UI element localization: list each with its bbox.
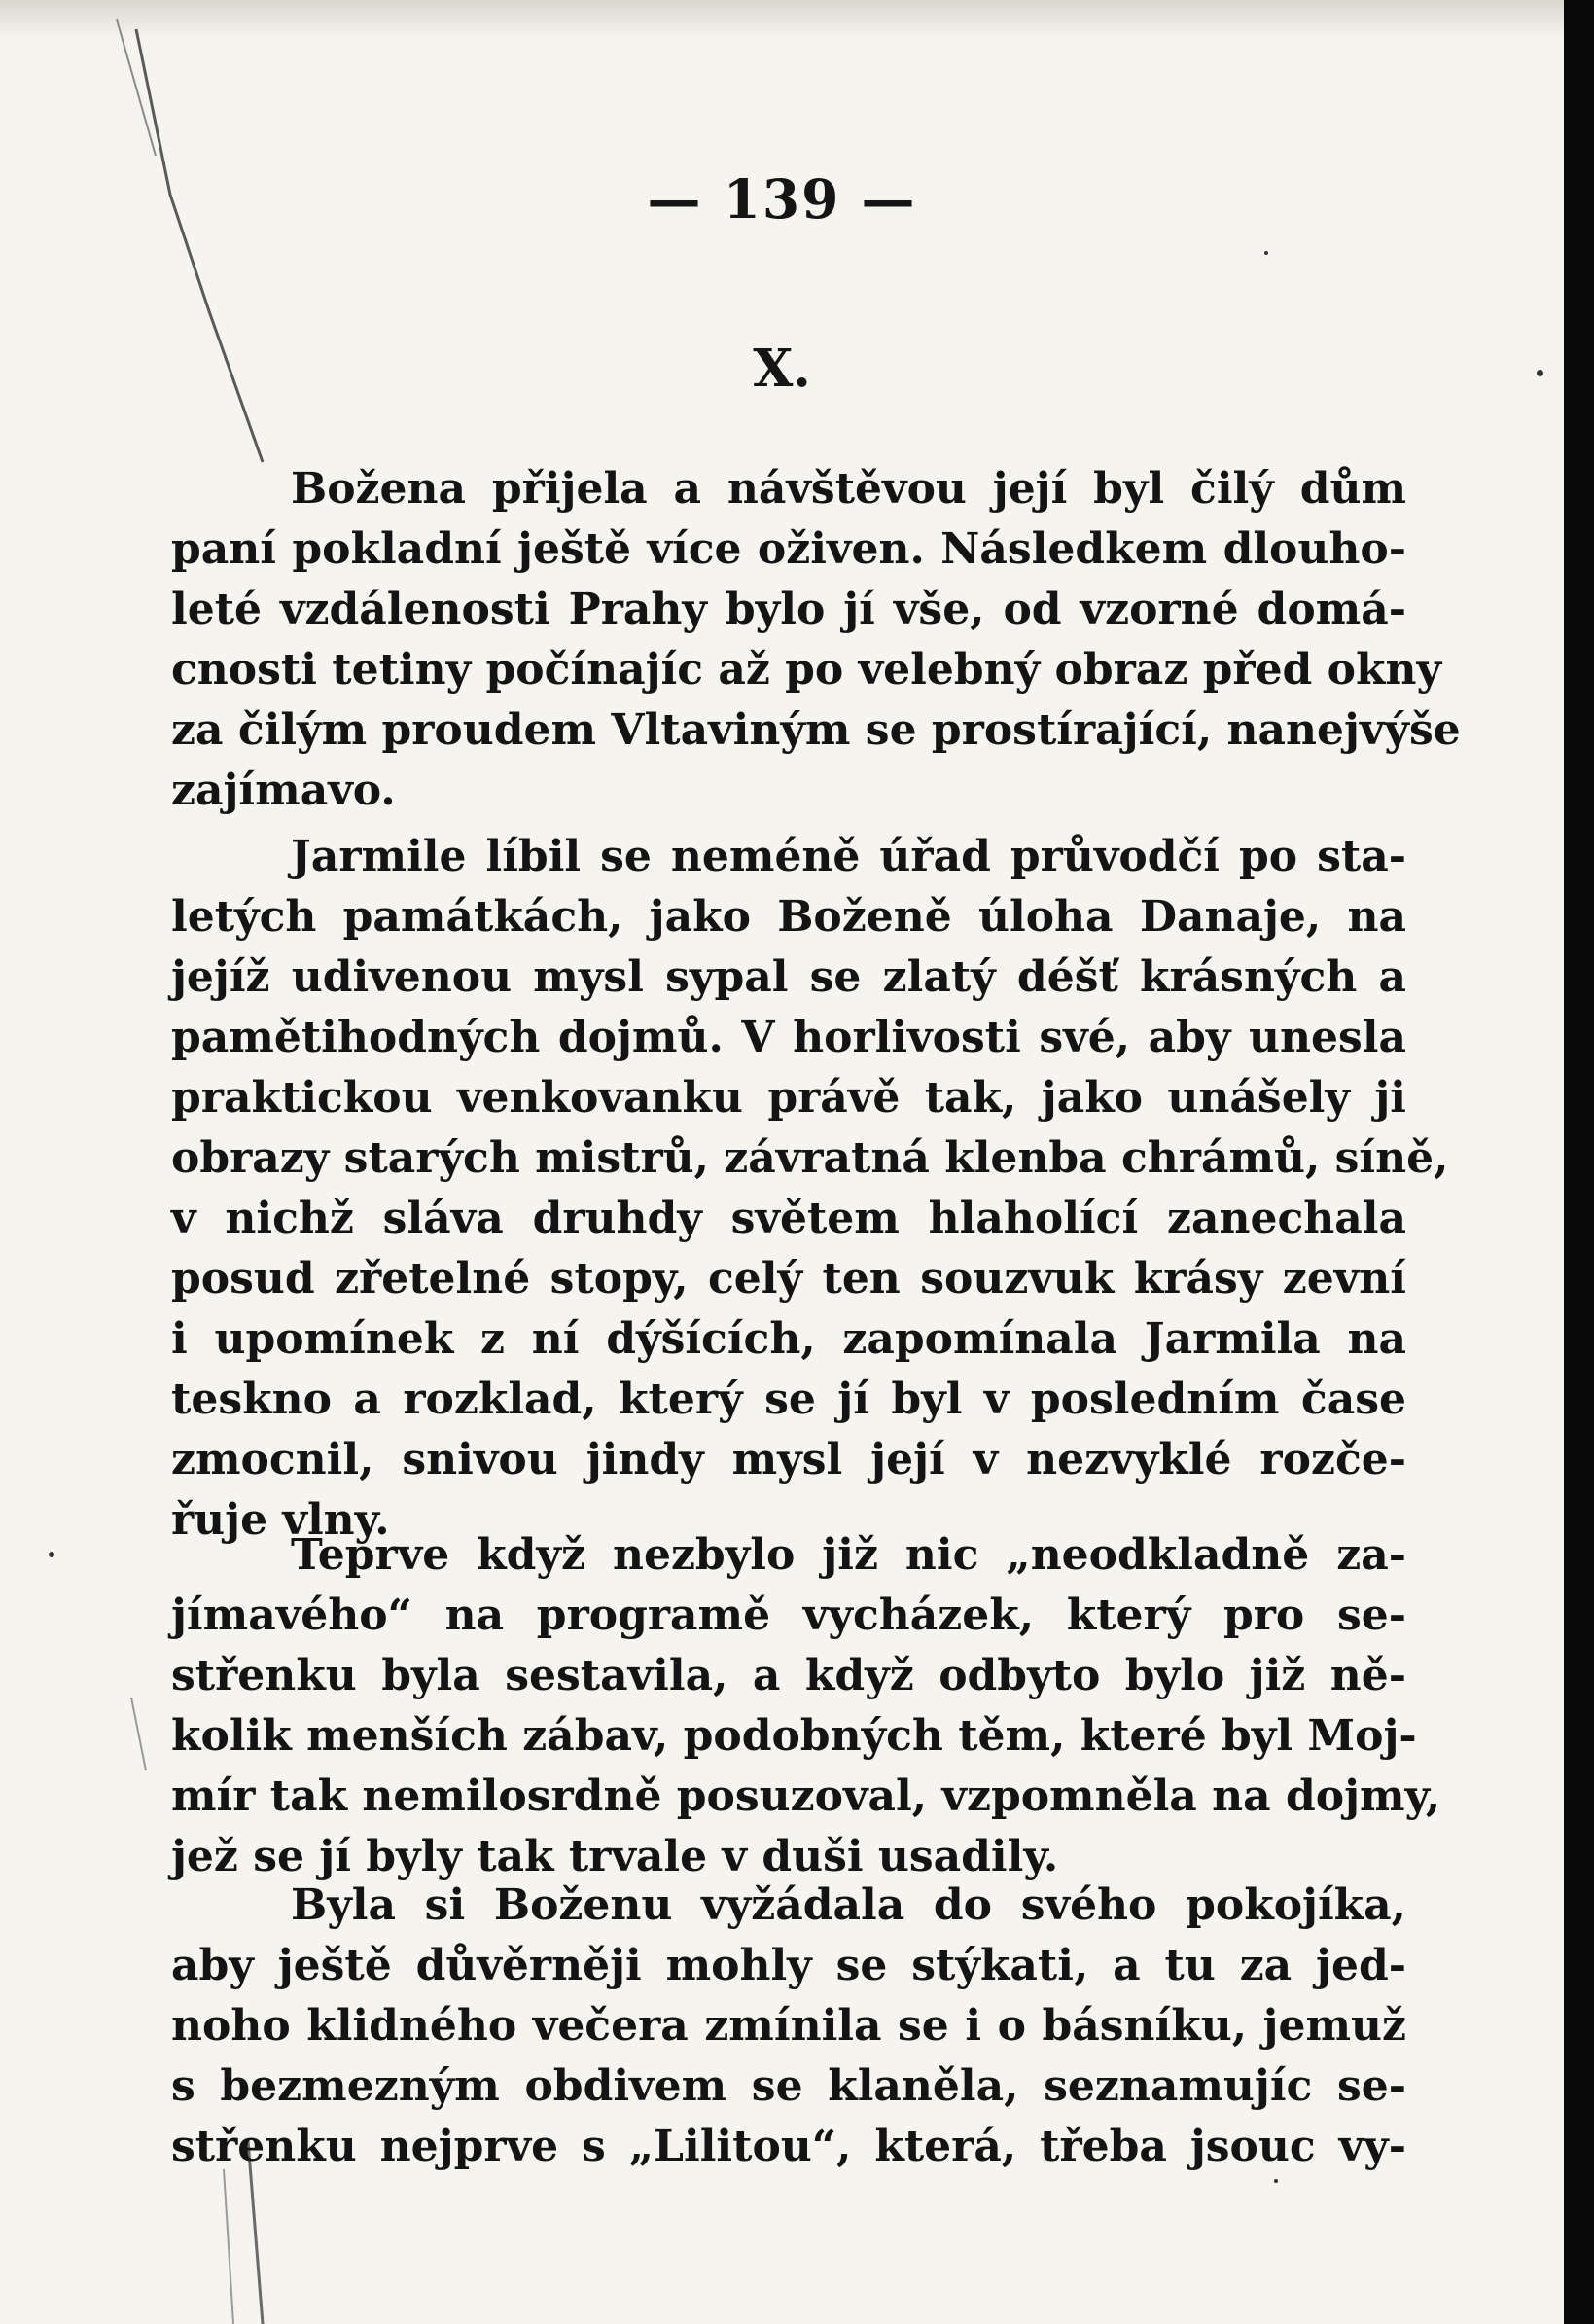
scan-speck xyxy=(1264,251,1268,255)
text-line: zmocnil, snivou jindy mysl její v nezvyklé rozče- xyxy=(171,1435,1406,1484)
text-line: s bezmezným obdivem se klaněla, seznamujíc se- xyxy=(171,2061,1406,2111)
text-line: jímavého“ na programě vycházek, který pro se- xyxy=(171,1591,1406,1640)
text-line: zajímavo. xyxy=(171,766,396,815)
text-line: aby ještě důvěrněji mohly se stýkati, a tu za jed- xyxy=(171,1941,1406,1990)
text-line: teskno a rozklad, který se jí byl v posledním čase xyxy=(171,1375,1406,1424)
text-line: střenku nejprve s „Lilitou“, která, třeba jsouc vy- xyxy=(171,2122,1406,2171)
scan-border xyxy=(1564,0,1594,2324)
paragraph-1 xyxy=(171,459,1461,821)
text-line: leté vzdálenosti Prahy bylo jí vše, od vzorné domá- xyxy=(171,585,1406,634)
text-line: v nichž sláva druhdy světem hlaholící zanechala xyxy=(171,1194,1406,1243)
paragraph-3 xyxy=(171,1525,1441,1887)
text-line: posud zřetelné stopy, celý ten souzvuk krásy zevní xyxy=(171,1254,1406,1304)
text-line: řuje vlny. xyxy=(171,1495,390,1545)
text-line: paní pokladní ještě více oživen. Následkem dlouho- xyxy=(171,524,1406,574)
text-line: praktickou venkovanku právě tak, jako unášely ji xyxy=(171,1073,1406,1123)
page-number: — 139 — xyxy=(647,167,917,231)
text-line: za čilým proudem Vltaviným se prostírající, nanejvýše xyxy=(171,705,1461,755)
text-line: Jarmile líbil se neméně úřad průvodčí po sta- xyxy=(291,832,1406,881)
paragraph-2 xyxy=(171,827,1449,1551)
text-line: Teprve když nezbylo již nic „neodkladně za- xyxy=(291,1530,1406,1580)
text-line: Božena přijela a návštěvou její byl čilý dům xyxy=(291,464,1406,514)
text-line: letých památkách, jako Boženě úloha Danaje, na xyxy=(171,892,1406,942)
text-line: jež se jí byly tak trvale v duši usadily. xyxy=(171,1832,1059,1881)
scan-speck xyxy=(1274,2179,1278,2183)
scan-speck xyxy=(1537,370,1543,376)
text-line: kolik menších zábav, podobných těm, které byl Moj- xyxy=(171,1711,1417,1761)
chapter-heading: X. xyxy=(753,339,811,399)
text-line: obrazy starých mistrů, závratná klenba chrámů, síně, xyxy=(171,1133,1449,1183)
text-line: jejíž udivenou mysl sypal se zlatý déšť krásných a xyxy=(171,952,1406,1002)
text-line: cnosti tetiny počínajíc až po velebný obraz před okny xyxy=(171,645,1442,695)
text-line: noho klidného večera zmínila se i o básníku, jemuž xyxy=(171,2001,1406,2051)
text-line: pamětihodných dojmů. V horlivosti své, aby unesla xyxy=(171,1013,1406,1062)
paragraph-4 xyxy=(171,1876,1406,2177)
text-line: střenku byla sestavila, a když odbyto bylo již ně- xyxy=(171,1651,1406,1700)
text-line: Byla si Boženu vyžádala do svého pokojíka, xyxy=(291,1880,1406,1930)
scan-speck xyxy=(49,1552,54,1557)
text-line: i upomínek z ní dýšících, zapomínala Jarmila na xyxy=(171,1314,1406,1364)
text-line: mír tak nemilosrdně posuzoval, vzpomněla na dojmy, xyxy=(171,1771,1441,1821)
